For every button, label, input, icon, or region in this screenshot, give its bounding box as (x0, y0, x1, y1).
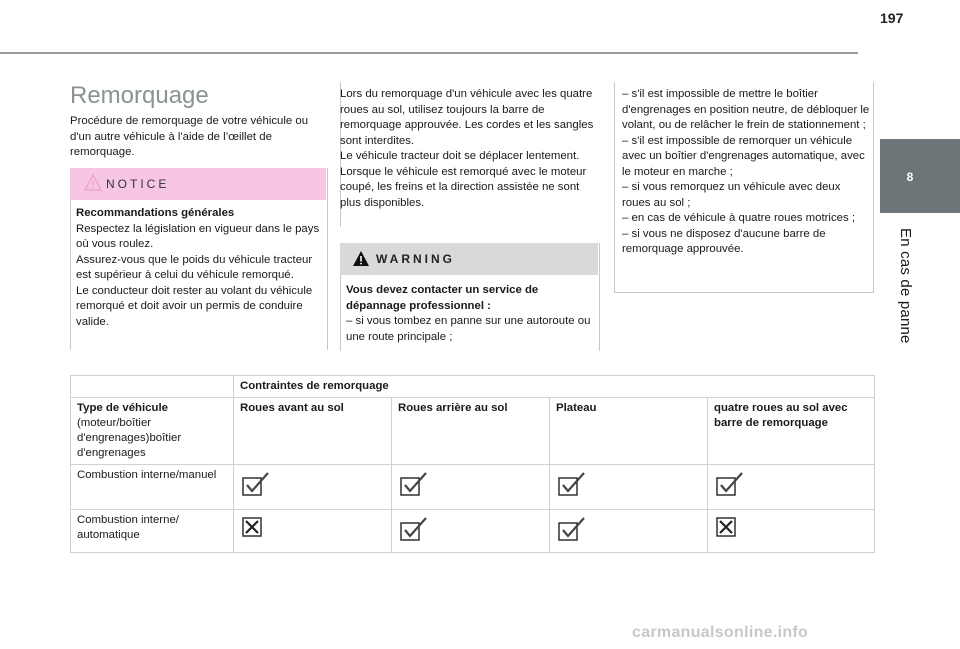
notice-line: Assurez-vous que le poids du véhicule tracteur est supérieur à celui du véhicule remorqué. (76, 253, 313, 281)
row-label: Combustion interne/manuel (71, 465, 234, 510)
warning-triangle-icon (84, 174, 102, 191)
table-row (71, 510, 875, 553)
towing-constraints-table (70, 375, 875, 553)
notice-label: NOTICE (106, 177, 170, 191)
notice-line: Respectez la législation en vigueur dans le pays où vous roulez. (76, 222, 320, 250)
watermark: carmanualsonline.info (632, 624, 809, 641)
check-box-icon (242, 472, 270, 501)
warning-body (346, 283, 594, 345)
intro-text: Procédure de remorquage de votre véhicule ou d'un autre véhicule à l'aide de l’œillet de remorquage. (70, 115, 309, 158)
column3-text (622, 87, 870, 258)
table-caption-row (71, 376, 875, 398)
check-box-icon (558, 472, 586, 501)
header-cell: Roues arrière au sol (392, 398, 550, 465)
header-cell: Plateau (550, 398, 708, 465)
table-cell (550, 510, 708, 553)
table-cell (708, 510, 875, 553)
row-label: Combustion interne/ automatique (71, 510, 234, 553)
list-item: – si vous ne disposez d'aucune barre de remorquage approuvée. (622, 227, 826, 255)
warning-label: WARNING (376, 252, 455, 266)
notice-line: Le conducteur doit rester au volant du véhicule remorqué et doit avoir un permis de conduire valide. (76, 284, 313, 328)
table-cell (392, 465, 550, 510)
notice-heading: Recommandations générales (76, 207, 235, 219)
table-header-row (71, 398, 875, 465)
page-number: 197 (880, 10, 904, 26)
header-vehicle-type-rest: (moteur/boîtier d'engrenages)boîtier d'engrenages (77, 417, 182, 459)
warning-filled-icon (352, 250, 370, 267)
table-caption: Contraintes de remorquage (234, 376, 875, 398)
check-box-icon (400, 517, 428, 546)
header-cell: quatre roues au sol avec barre de remorquage (708, 398, 875, 465)
check-box-icon (716, 472, 744, 501)
warning-line: – si vous tombez en panne sur une autoroute ou une route principale ; (346, 315, 591, 343)
paragraph: Le véhicule tracteur doit se déplacer lentement. (340, 150, 580, 162)
check-box-icon (400, 472, 428, 501)
chapter-number: 8 (906, 170, 914, 184)
table-cell (234, 510, 392, 553)
list-item: – en cas de véhicule à quatre roues motrices ; (622, 212, 856, 224)
header-rule (0, 52, 858, 54)
page-title: Remorquage (70, 82, 209, 109)
list-item: – s'il est impossible de mettre le boîtier d'engrenages en position neutre, de débloquer le volant, ou de relâcher le frein de stationnement ; (622, 88, 870, 131)
list-item: – s'il est impossible de remorquer un véhicule avec un boîtier d'engrenages automatique, avec le moteur en marche ; (622, 134, 865, 178)
table-cell (392, 510, 550, 553)
column2-text (340, 87, 596, 211)
header-vehicle-type (71, 398, 234, 465)
paragraph: Lors du remorquage d'un véhicule avec les quatre roues au sol, utilisez toujours la barre de remorquage approuvée. Les cordes et les sangles sont interdites. (340, 88, 594, 147)
chapter-title: En cas de panne (897, 228, 914, 344)
notice-body (76, 206, 320, 330)
table-cell (550, 465, 708, 510)
list-item: – si vous remorquez un véhicule avec deux roues au sol ; (622, 181, 841, 209)
table-cell (234, 465, 392, 510)
cross-box-icon (242, 517, 262, 542)
cross-box-icon (716, 517, 736, 542)
table-row (71, 465, 875, 510)
paragraph: Lorsque le véhicule est remorqué avec le moteur coupé, les freins et la direction assistée ne sont plus disponibles. (340, 165, 587, 209)
warning-heading: Vous devez contacter un service de dépannage professionnel : (346, 284, 539, 312)
header-vehicle-type-bold: Type de véhicule (77, 402, 168, 414)
table-cell (708, 465, 875, 510)
header-cell: Roues avant au sol (234, 398, 392, 465)
check-box-icon (558, 517, 586, 546)
